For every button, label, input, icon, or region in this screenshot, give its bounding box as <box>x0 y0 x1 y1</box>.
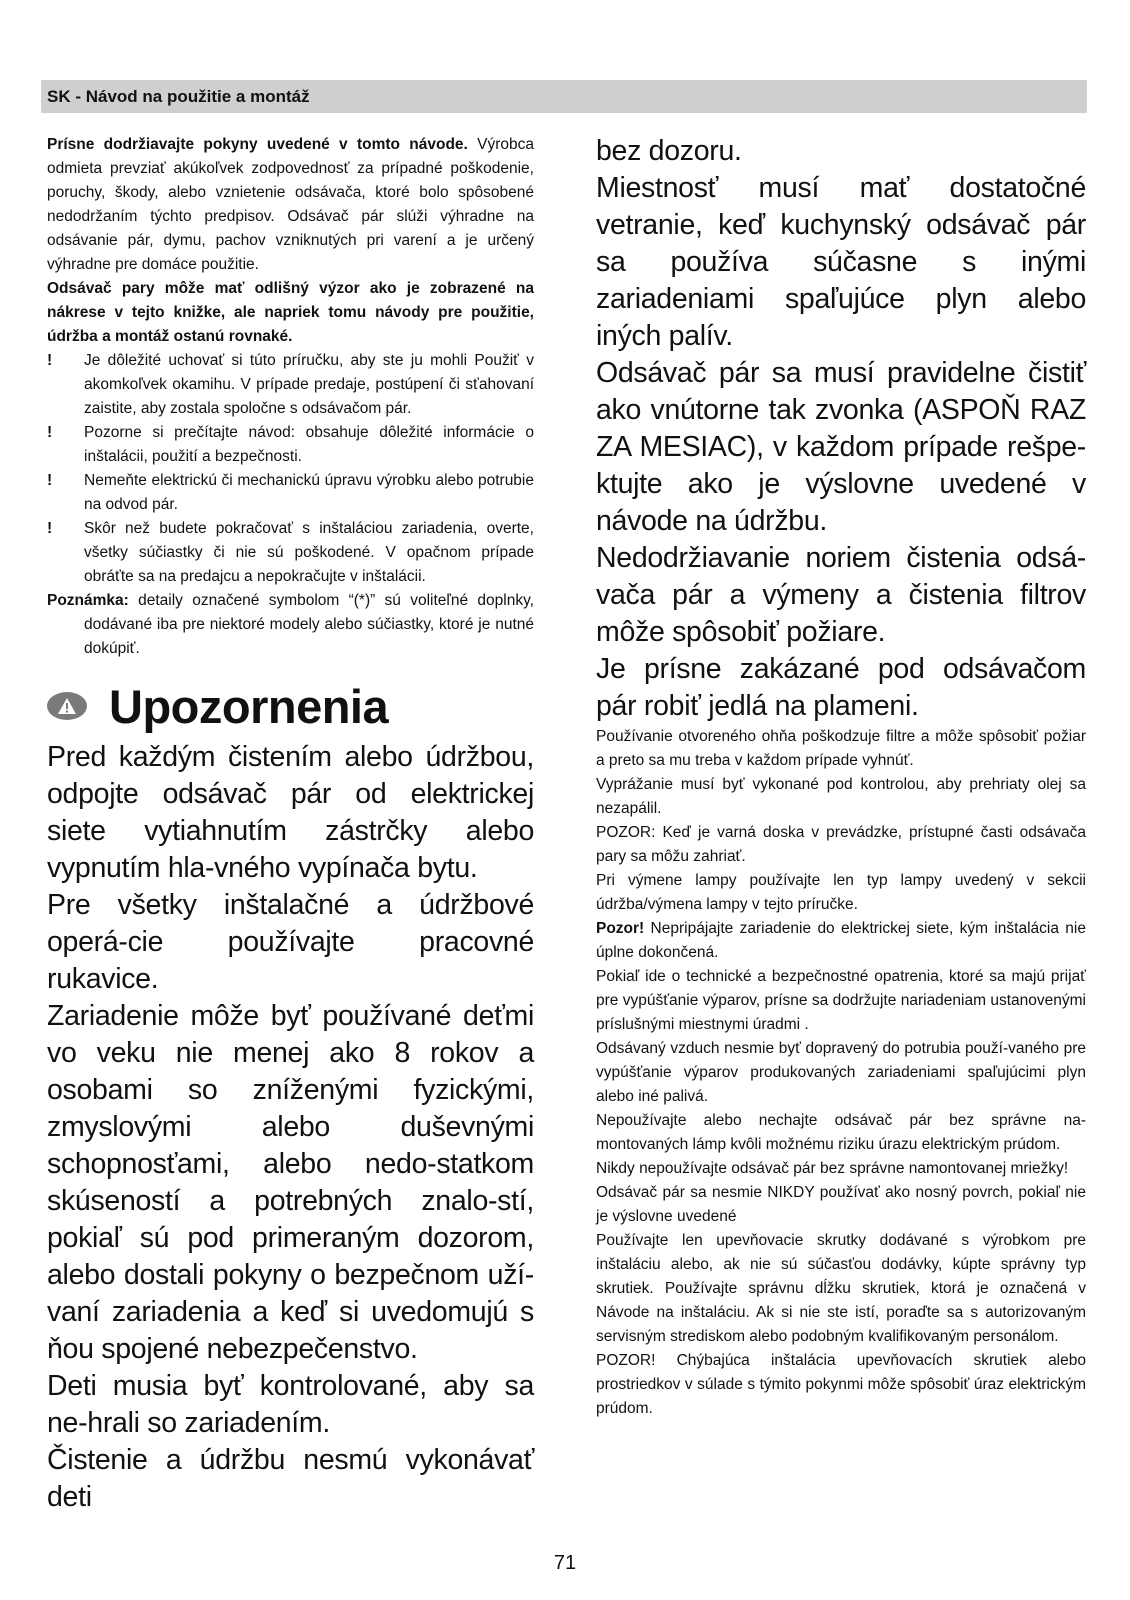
warning-paragraph: Čistenie a údržbu nesmú vykonávať deti <box>47 1444 534 1513</box>
warning-paragraph: Je prísne zakázané pod odsávačom pár robiť jedlá na plameni. <box>596 653 1086 722</box>
pozor-label: Pozor! <box>596 920 645 937</box>
warnings-heading <box>47 673 534 739</box>
right-column <box>596 133 1086 1421</box>
warning-paragraph: Odsávač pár sa musí pravidelne čistiť ako vnútorne tak zvonka (ASPOŇ RAZ ZA MESIAC), v každom prípade rešpe-ktujte ako je výslovne uvedené v návode na údržbu. <box>596 357 1086 537</box>
warning-paragraph: Pre všetky inštalačné a údržbové operá-cie používajte pracovné rukavice. <box>47 889 534 995</box>
bullet-mark: ! <box>47 352 53 369</box>
warning-paragraph: Pred každým čistením alebo údržbou, odpojte odsávač pár od elektrickej siete vytiahnutím zástrčky alebo vypnutím hla-vného vypínača bytu. <box>47 741 534 884</box>
safety-paragraph: Pri výmene lampy používajte len typ lampy uvedený v sekcii údržba/výmena lampy v tejto príručke. <box>596 872 1086 913</box>
safety-paragraph: Pokiaľ ide o technické a bezpečnostné opatrenia, ktoré sa majú prijať pre vypúšťanie výparov, prísne sa dodržujte nariadeniam ustanovenými príslušnými miestnymi úradmi . <box>596 968 1086 1033</box>
section-header: SK - Návod na použitie a montáž <box>41 80 1087 113</box>
bullet-text: Nemeňte elektrickú či mechanickú úpravu výrobku alebo potrubie na odvod pár. <box>84 472 534 513</box>
bullet-item <box>47 349 534 421</box>
warning-paragraph: Miestnosť musí mať dostatočné vetranie, keď kuchynský odsávač pár sa používa súčasne s inými zariadeniami spaľujúce plyn alebo iných palív. <box>596 172 1086 352</box>
safety-paragraph: POZOR: Keď je varná doska v prevádzke, prístupné časti odsávača pary sa môžu zahriať. <box>596 824 1086 865</box>
bullet-item <box>47 421 534 469</box>
safety-paragraph: Používanie otvoreného ohňa poškodzuje filtre a môže spôsobiť požiar a preto sa mu treba v každom prípade vyhnúť. <box>596 728 1086 769</box>
notice-paragraph <box>47 277 534 349</box>
safety-paragraph: Nepoužívajte alebo nechajte odsávač pár bez správne na-montovaných lámp kvôli možnému riziku úrazu elektrickým prúdom. <box>596 1112 1086 1153</box>
warnings-title: Upozornenia <box>109 679 389 733</box>
safety-paragraph: Nikdy nepoužívajte odsávač pár bez správne namontovanej mriežky! <box>596 1160 1069 1177</box>
page-number: 71 <box>553 1552 577 1574</box>
intro-text: Výrobca odmieta prevziať akúkoľvek zodpovednosť za prípadné poškodenie, poruchy, škody, alebo vznietenie odsávača, ktoré bolo spôsobené nedodržaním týchto predpisov. Odsávač pár slúži výhradne na odsávanie pár, dymu, pachov vzniknutých pri varení a je určený výhradne pre domáce použitie. <box>47 136 534 273</box>
warning-paragraph: Zariadenie môže byť používané deťmi vo veku nie menej ako 8 rokov a osobami so zníženými fyzickými, zmyslovými alebo duševnými schopnosťami, alebo nedo-statkom skúseností a potrebných znalo-stí, pokiaľ sú pod primeraným dozorom, alebo dostali pokyny o bezpečnom uží-vaní zariadenia a keď si uvedomujú s ňou spojené nebezpečenstvo. <box>47 1000 534 1365</box>
note-label: Poznámka: <box>47 592 129 609</box>
note-paragraph <box>47 589 534 661</box>
warning-paragraph: Nedodržiavanie noriem čistenia odsá-vača pár a výmeny a čistenia filtrov môže spôsobiť požiare. <box>596 542 1086 648</box>
notice-bold: Odsávač pary môže mať odlišný výzor ako je zobrazené na nákrese v tejto knižke, ale napriek tomu návody pre použitie, údržba a montáž ostanú rovnaké. <box>47 280 534 345</box>
warning-paragraph: Deti musia byť kontrolované, aby sa ne-hrali so zariadením. <box>47 1370 534 1439</box>
bullet-text: Pozorne si prečítajte návod: obsahuje dôležité informácie o inštalácii, použití a bezpečnosti. <box>84 424 534 465</box>
intro-paragraph <box>47 133 534 277</box>
pozor-text: Nepripájajte zariadenie do elektrickej siete, kým inštalácia nie úplne dokončená. <box>596 920 1086 961</box>
warning-paragraph: bez dozoru. <box>596 135 742 167</box>
intro-bold: Prísne dodržiavajte pokyny uvedené v tomto návode. <box>47 136 468 153</box>
safety-paragraph: Používajte len upevňovacie skrutky dodávané s výrobkom pre inštaláciu alebo, ak nie sú súčasťou dodávky, kúpte správny typ skrutiek. Používajte správnu dĺžku skrutiek, ktorá je označená v Návode na inštaláciu. Ak si nie ste istí, poraďte sa s autorizovaným servisným strediskom alebo podobným kvalifikovaným personálom. <box>596 1232 1086 1345</box>
bullet-text: Je dôležité uchovať si túto príručku, aby ste ju mohli Použiť v akomkoľvek okamihu. V prípade predaje, postúpení či sťahovaní zaistite, aby zostala spoločne s odsávačom pár. <box>84 352 534 417</box>
warning-icon <box>47 692 87 720</box>
bullet-mark: ! <box>47 472 53 489</box>
bullet-text: Skôr než budete pokračovať s inštaláciou zariadenia, overte, všetky súčiastky či nie sú poškodené. V opačnom prípade obráťte sa na predajcu a nepokračujte v inštalácii. <box>84 520 534 585</box>
bullet-item <box>47 469 534 517</box>
left-column <box>47 133 534 1516</box>
safety-paragraph: POZOR! Chýbajúca inštalácia upevňovacích skrutiek alebo prostriedkov v súlade s týmito pokynmi môže spôsobiť úraz elektrickým prúdom. <box>596 1352 1086 1417</box>
safety-paragraph: Odsávaný vzduch nesmie byť dopravený do potrubia použí-vaného pre vypúšťanie výparov produkovaných zariadeniami spaľujúcimi plyn alebo iné palivá. <box>596 1040 1086 1105</box>
bullet-mark: ! <box>47 520 53 537</box>
bullet-item <box>47 517 534 589</box>
bullet-mark: ! <box>47 424 53 441</box>
note-text: detaily označené symbolom “(*)” sú voliteľné doplnky, dodávané iba pre niektoré modely alebo súčiastky, ktoré je nutné dokúpiť. <box>84 592 534 657</box>
safety-paragraph: Odsávač pár sa nesmie NIKDY používať ako nosný povrch, pokiaľ nie je výslovne uvedené <box>596 1184 1086 1225</box>
pozor-paragraph <box>596 917 1086 965</box>
safety-paragraph: Vyprážanie musí byť vykonané pod kontrolou, aby prehriaty olej sa nezapálil. <box>596 776 1086 817</box>
